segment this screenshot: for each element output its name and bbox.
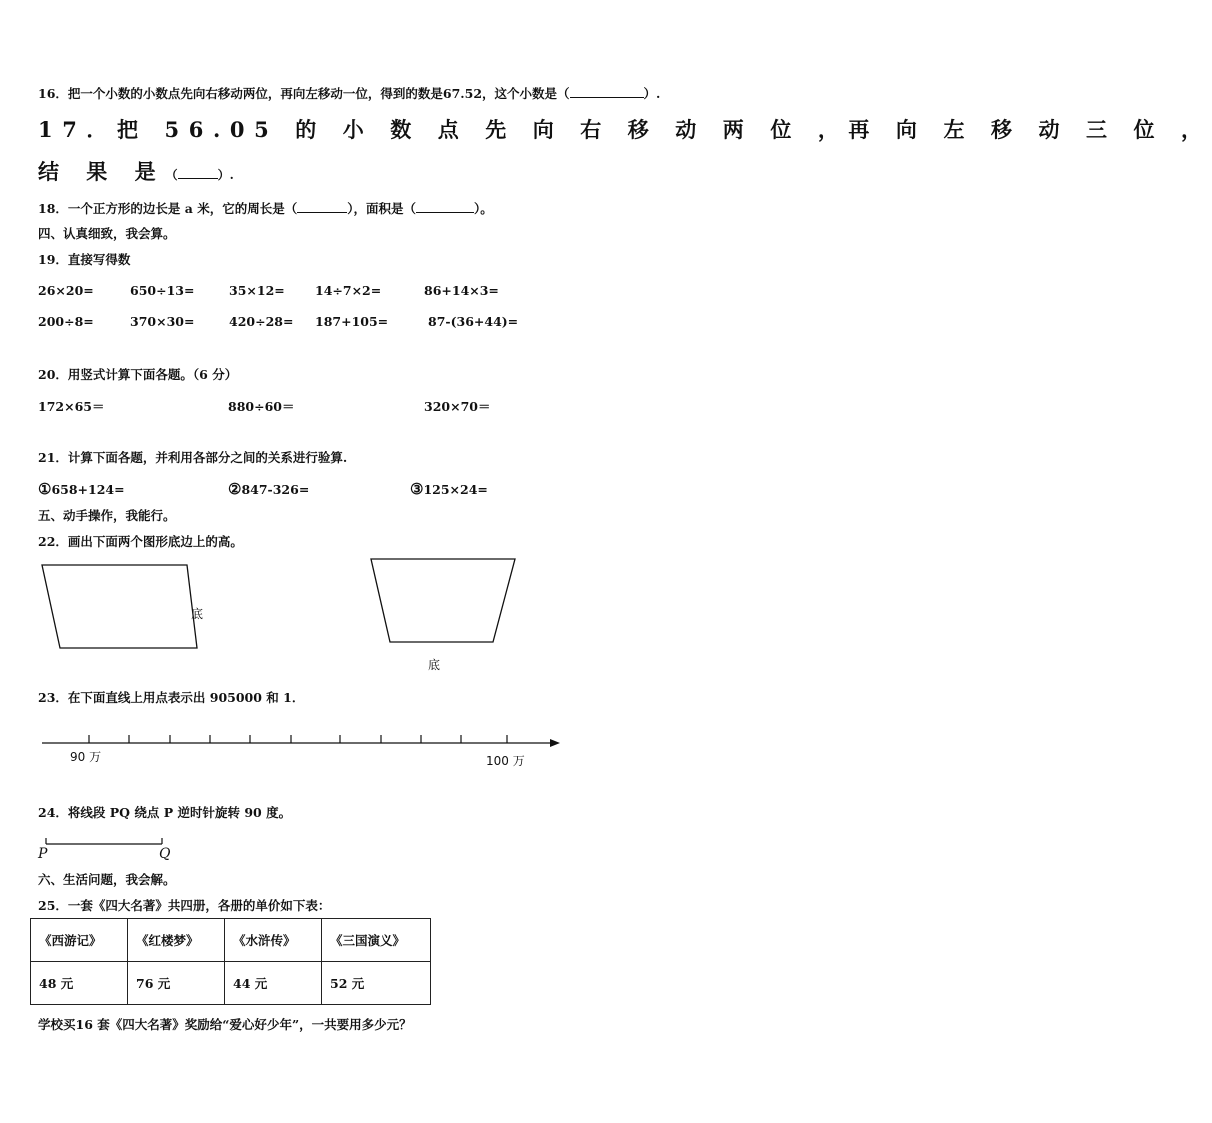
q18-part-c: ）。 xyxy=(473,201,493,216)
q20-item: 172×65＝ xyxy=(38,399,105,414)
q19-title: 19．直接写得数 xyxy=(38,252,131,267)
number-line-right-label: 100 万 xyxy=(486,754,525,768)
number-line-left-label: 90 万 xyxy=(70,750,102,764)
q21-circled-number: ① xyxy=(38,480,52,498)
q21-expression: 658+124= xyxy=(51,482,125,497)
table-cell-price: 52 元 xyxy=(322,962,431,1005)
q25-title: 25．一套《四大名著》共四册，各册的单价如下表： xyxy=(38,898,331,913)
q21-expression: 125×24= xyxy=(423,482,488,497)
q19-item: 35×12= xyxy=(229,283,285,298)
table-row xyxy=(31,962,431,1005)
number-line[interactable] xyxy=(0,725,794,755)
q21-item xyxy=(410,480,488,498)
point-p-label: P xyxy=(38,846,48,862)
q19-item: 650÷13= xyxy=(130,283,195,298)
q16-answer-blank[interactable] xyxy=(570,87,644,98)
table-row xyxy=(31,919,431,962)
q19-item: 370×30= xyxy=(130,314,195,329)
q16-tail: ）. xyxy=(643,86,661,101)
segment-pq[interactable] xyxy=(0,830,794,850)
q21-circled-number: ③ xyxy=(410,480,424,498)
table-cell-price: 76 元 xyxy=(128,962,225,1005)
trapezoid-shape[interactable] xyxy=(371,559,515,642)
section-4-heading: 四、认真细致，我会算。 xyxy=(38,226,176,241)
question-18 xyxy=(38,199,493,217)
book-price-table xyxy=(30,918,431,1005)
q18-part-a: 18．一个正方形的边长是 a 米，它的周长是（ xyxy=(38,201,298,216)
q21-item xyxy=(228,480,309,498)
question-17-line2 xyxy=(38,156,234,186)
q17-close: ）. xyxy=(217,168,234,182)
q21-title: 21．计算下面各题，并利用各部分之间的关系进行验算. xyxy=(38,450,348,465)
q19-item: 14÷7×2= xyxy=(315,283,382,298)
q20-item: 320×70＝ xyxy=(424,399,491,414)
table-cell-price: 44 元 xyxy=(225,962,322,1005)
q22-figures xyxy=(0,555,794,675)
q19-item: 86+14×3= xyxy=(424,283,499,298)
point-q-label: Q xyxy=(159,846,171,862)
q20-title: 20．用竖式计算下面各题。（6 分） xyxy=(38,367,238,382)
table-cell-book: 《西游记》 xyxy=(31,919,128,962)
q22-title: 22．画出下面两个图形底边上的高。 xyxy=(38,534,243,549)
q19-item: 420÷28= xyxy=(229,314,294,329)
q18-part-b: ），面积是（ xyxy=(347,201,416,216)
q19-item: 187+105= xyxy=(315,314,389,329)
table-cell-price: 48 元 xyxy=(31,962,128,1005)
q24-title: 24．将线段 PQ 绕点 P 逆时针旋转 90 度。 xyxy=(38,805,292,820)
q16-text: 16．把一个小数的小数点先向右移动两位，再向左移动一位，得到的数是67.52，这个小数是（ xyxy=(38,86,570,101)
q20-item: 880÷60＝ xyxy=(228,399,295,414)
q19-item: 87-(36+44)= xyxy=(428,314,519,329)
q19-item: 200÷8= xyxy=(38,314,94,329)
parallelogram-base-label: 底 xyxy=(191,607,204,621)
q18-area-blank[interactable] xyxy=(416,202,474,213)
table-cell-book: 《红楼梦》 xyxy=(128,919,225,962)
section-6-heading: 六、生活问题，我会解。 xyxy=(38,872,176,887)
q17-answer-blank[interactable] xyxy=(178,164,218,179)
question-16 xyxy=(38,84,660,102)
q17-line1: 17．把 56.05 的 小 数 点 先 向 右 移 动 两 位 ，再 向 左 移 动 三 位 ， xyxy=(38,117,1212,142)
trapezoid-base-label: 底 xyxy=(428,658,441,672)
q17-open: （ xyxy=(165,168,178,182)
q21-circled-number: ② xyxy=(228,480,242,498)
number-line-ticks xyxy=(89,735,507,743)
q21-item xyxy=(38,480,125,498)
section-5-heading: 五、动手操作，我能行。 xyxy=(38,508,176,523)
table-cell-book: 《三国演义》 xyxy=(322,919,431,962)
q19-item: 26×20= xyxy=(38,283,94,298)
q17-line2: 结 果 是 xyxy=(38,159,166,184)
q25-question: 学校买16 套《四大名著》奖励给“爱心好少年”，一共要用多少元？ xyxy=(38,1017,412,1032)
arrow-head-icon xyxy=(550,739,560,747)
table-cell-book: 《水浒传》 xyxy=(225,919,322,962)
parallelogram-shape[interactable] xyxy=(42,565,197,648)
q18-perimeter-blank[interactable] xyxy=(297,202,347,213)
q21-expression: 847-326= xyxy=(241,482,310,497)
q23-title: 23．在下面直线上用点表示出 905000 和 1． xyxy=(38,690,305,705)
